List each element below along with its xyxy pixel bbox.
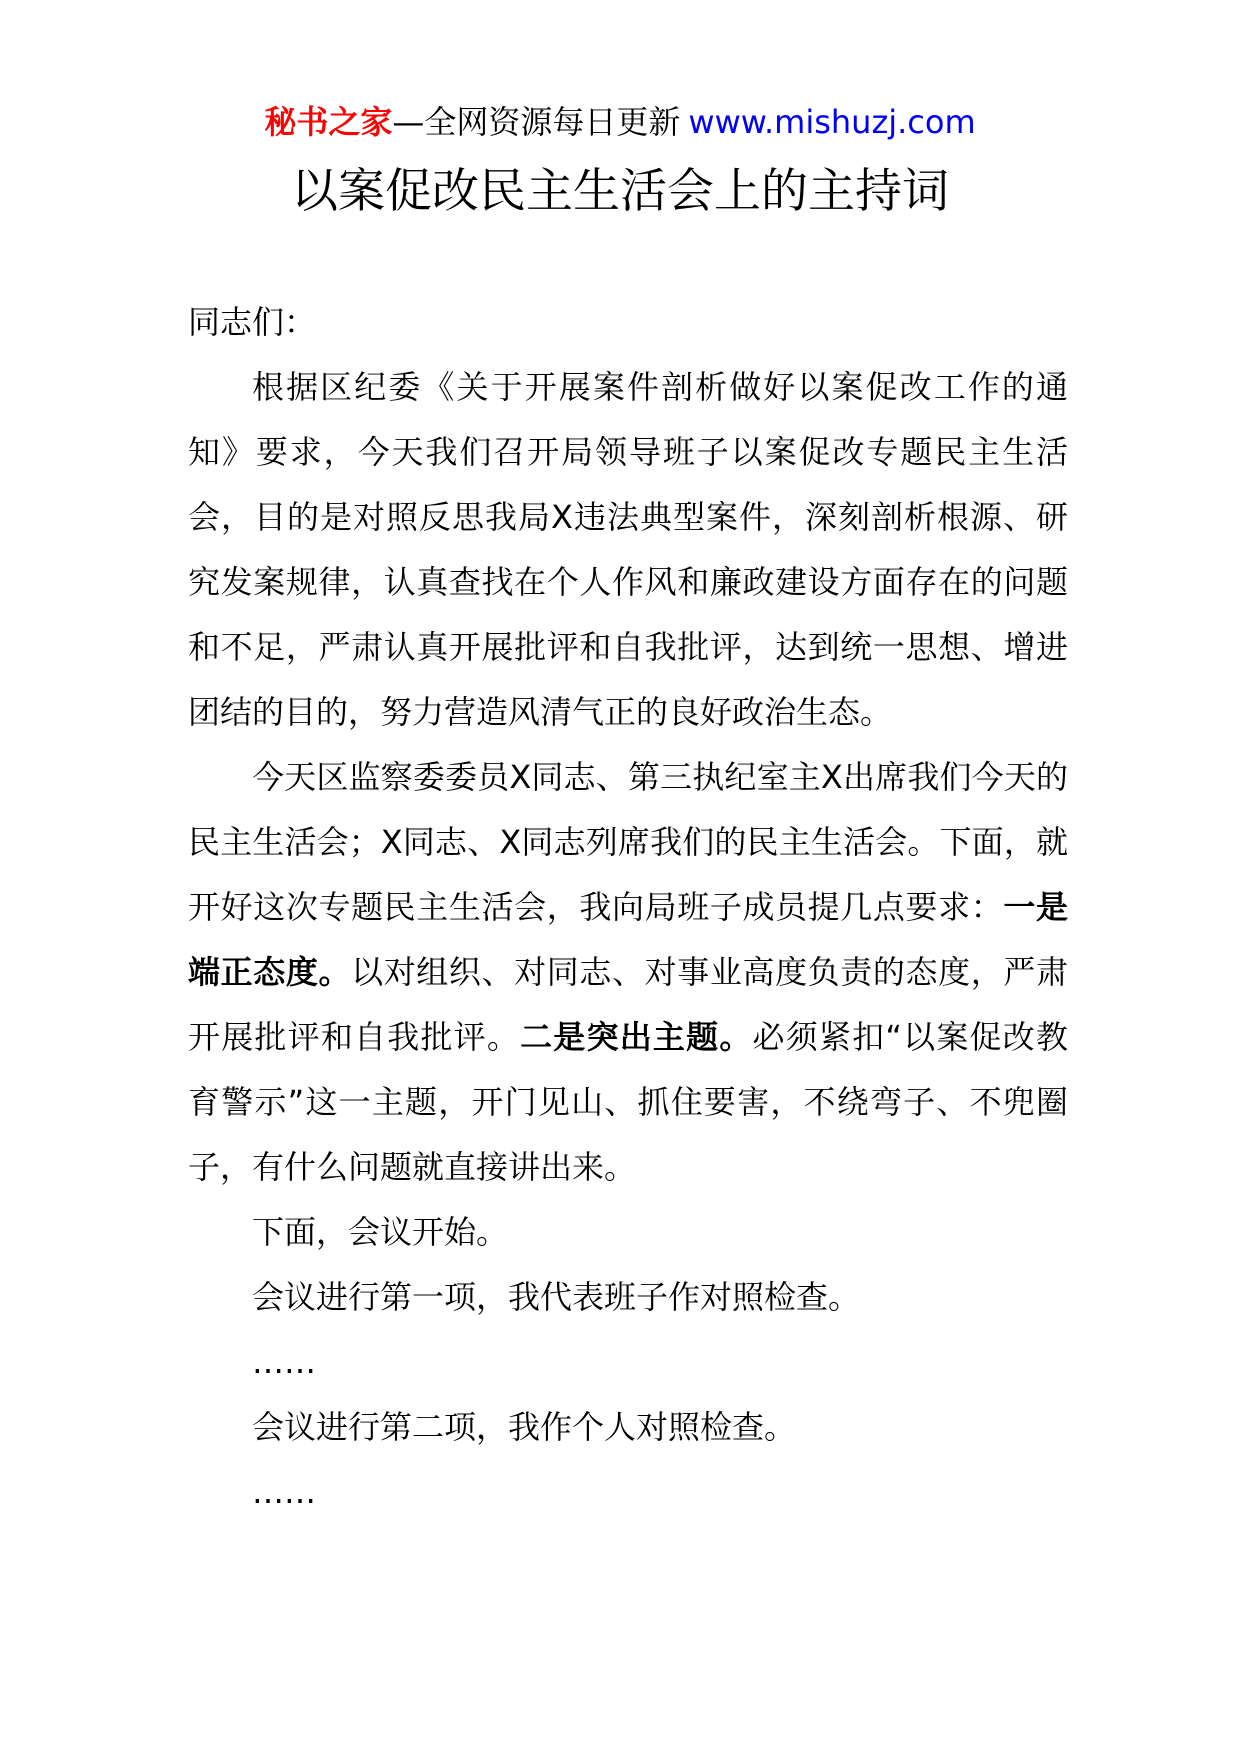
salutation: 同志们： xyxy=(188,303,317,341)
paragraph-2 xyxy=(188,745,1068,1200)
site-url[interactable]: www.mishuzj.com xyxy=(688,103,976,141)
point-one-heading: 一是端正态度。 xyxy=(188,888,1068,991)
point-two-text: 必须紧扣“以案促改教育警示”这一主题，开门见山、抓住要害，不绕弯子、不兜圈子，有什么问题就直接讲出来。 xyxy=(188,1018,1068,1186)
paragraph-3: 下面，会议开始。 xyxy=(252,1213,509,1251)
brand-name: 秘书之家 xyxy=(264,103,393,141)
header-tagline: —全网资源每日更新 xyxy=(392,103,681,141)
site-header xyxy=(0,100,1240,144)
paragraph-2-intro: 今天区监察委委员X同志、第三执纪室主X出席我们今天的民主生活会；X同志、X同志列席我们的民主生活会。下面，就开好这次专题民主生活会，我向局班子成员提几点要求： xyxy=(188,758,1068,926)
point-two-heading: 二是突出主题。 xyxy=(520,1018,753,1056)
ellipsis-1: …… xyxy=(252,1343,316,1381)
point-one-text: 以对组织、对同志、对事业高度负责的态度，严肃开展批评和自我批评。 xyxy=(188,953,1068,1056)
ellipsis-2: …… xyxy=(252,1473,316,1511)
paragraph-6: 会议进行第二项，我作个人对照检查。 xyxy=(252,1408,797,1446)
document-title: 以案促改民主生活会上的主持词 xyxy=(291,164,949,219)
paragraph-4: 会议进行第一项，我代表班子作对照检查。 xyxy=(252,1278,861,1316)
document-body xyxy=(188,290,1068,1525)
paragraph-1: 根据区纪委《关于开展案件剖析做好以案促改工作的通知》要求，今天我们召开局领导班子以案促改专题民主生活会，目的是对照反思我局X违法典型案件，深刻剖析根源、研究发案规律，认真查找在个人作风和廉政建设方面存在的问题和不足，严肃认真开展批评和自我批评，达到统一思想、增进团结的目的，努力营造风清气正的良好政治生态。 xyxy=(188,368,1068,731)
